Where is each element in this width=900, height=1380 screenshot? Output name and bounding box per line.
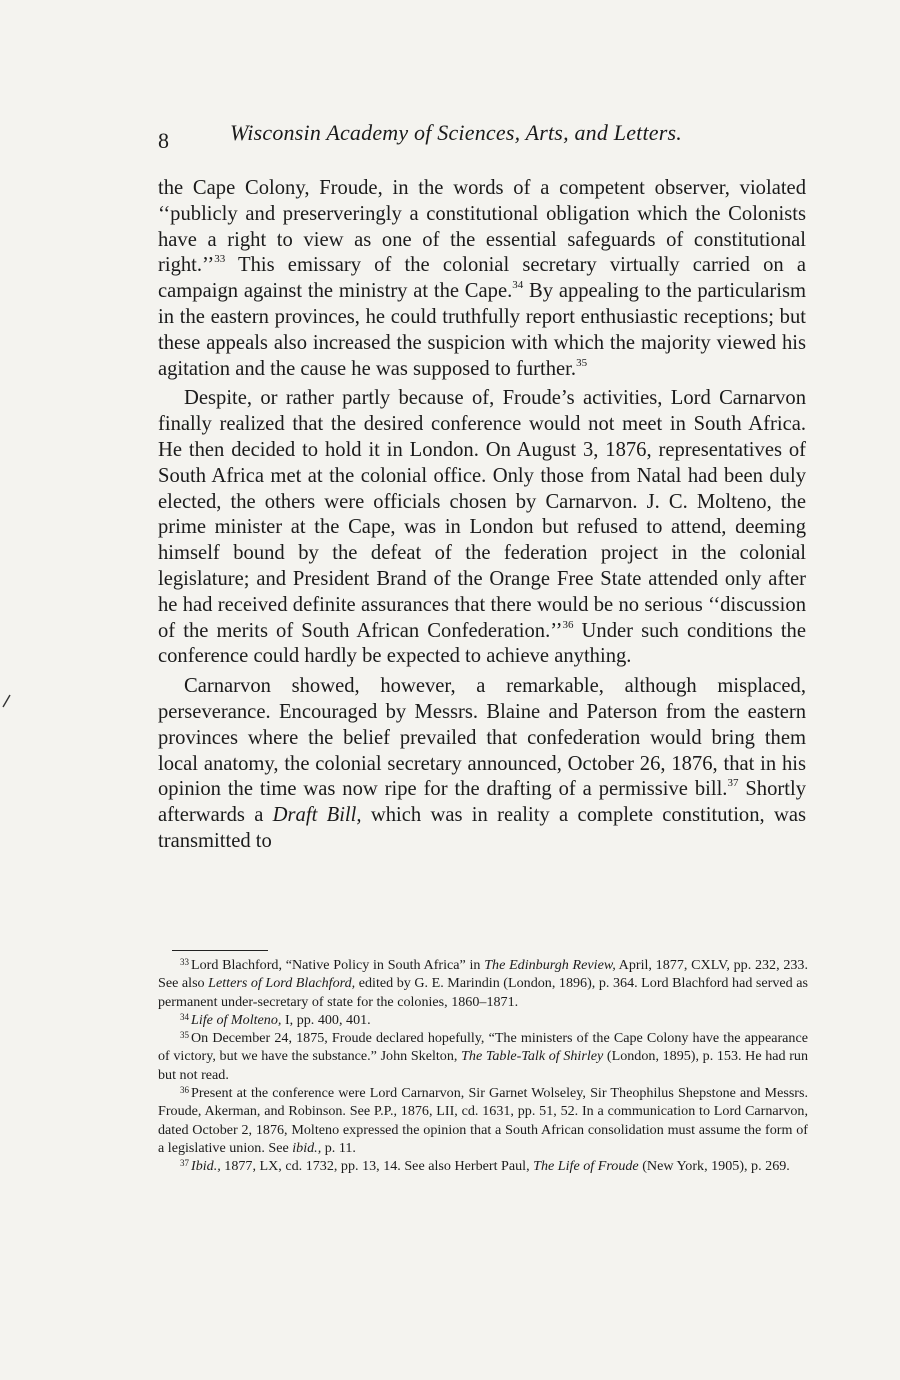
footnote-ref-34: 34 [512, 279, 524, 292]
main-text [158, 176, 806, 859]
text: On December 24, 1875, Froude declared hopefully, “The ministers of the Cape Colony have the appearance of victory, but we have the substance.” John Skelton, [158, 1030, 808, 1065]
text: Shortly afterwards a [158, 778, 806, 827]
text: Under such conditions the conference could hardly be expected to achieve anything. [158, 619, 806, 668]
text: (London, 1895), p. 153. He had run but not read. [158, 1048, 808, 1083]
text: April, 1877, CXLV, pp. 232, 233. See also [158, 957, 809, 992]
italic-text: ibid., [292, 1139, 322, 1156]
paragraph-2 [158, 386, 806, 670]
footnote-ref-37: 37 [727, 777, 739, 790]
text: the Cape Colony, Froude, in the words of a competent observer, violated ‘‘publicly and preserveringly a constitutional obligation which the Colonists have a right to view as one of the essential safeguards of constitutional right.’’ [158, 177, 806, 277]
text: Carnarvon showed, however, a remarkable, although misplaced, perseverance. Encouraged by Messrs. Blaine and Paterson from the eastern provinces where the belief prevailed that confederation would bring them local anatomy, the colonial secretary announced, October 26, 1876, that in his opinion the time was now ripe for the drafting of a permissive bill. [158, 675, 806, 801]
footnote-34 [158, 1011, 808, 1029]
footnote-mark: 34 [180, 1011, 189, 1022]
footnote-mark: 37 [180, 1158, 189, 1169]
footnote-35 [158, 1029, 808, 1084]
footnote-ref-35: 35 [576, 356, 588, 369]
italic-text: The Table-Talk of Shirley [461, 1048, 604, 1065]
paragraph-3 [158, 674, 806, 855]
italic-text: Draft Bill, [272, 804, 362, 827]
italic-text: Ibid., [191, 1158, 221, 1175]
page-header [158, 118, 808, 152]
page-number: 8 [158, 128, 169, 153]
footnote-mark: 33 [180, 957, 189, 967]
footnotes [158, 956, 808, 1176]
footnote-mark: 35 [180, 1030, 189, 1041]
text: (New York, 1905), p. 269. [638, 1158, 790, 1175]
running-title: Wisconsin Academy of Sciences, Arts, and Letters. [230, 120, 682, 145]
footnote-rule [172, 950, 268, 951]
footnote-37 [158, 1157, 808, 1175]
text: which was in reality a complete constitution, was transmitted to [158, 804, 807, 852]
text: Lord Blachford, “Native Policy in South Africa” in [191, 957, 485, 973]
text: By appealing to the particularism in the eastern provinces, he could truthfully report enthusiastic receptions; but these appeals also increased the suspicion with which the majority viewed his agitation and the cause he was supposed to further. [158, 280, 806, 380]
footnote-36 [158, 1084, 808, 1157]
text: edited by G. E. Marindin (London, 1896), p. 364. Lord Blachford had served as permanent under-secretary of state for the colonies, 1860–1871. [158, 975, 808, 1010]
footnote-33 [158, 956, 808, 1011]
paragraph-1 [158, 176, 806, 382]
italic-text: Life of Molteno, [191, 1011, 282, 1028]
text: p. 11. [321, 1139, 356, 1156]
italic-text: The Life of Froude [533, 1158, 639, 1175]
text: Present at the conference were Lord Carnarvon, Sir Garnet Wolseley, Sir Theophilus Shepstone and Messrs. Froude, Akerman, and Robinson. See P.P., 1876, LII, cd. 1631, pp. 51, 52. In a communication to Lord Carnarvon, dated October 2, 1876, Molteno expressed the opinion that a South African consolidation must assume the form of a legislative union. See [158, 1085, 808, 1156]
footnote-ref-36: 36 [562, 618, 574, 631]
footnote-mark: 36 [180, 1085, 189, 1096]
text: Despite, or rather partly because of, Froude’s activities, Lord Carnarvon finally realized that the desired conference would not meet in South Africa. He then decided to hold it in London. On August 3, 1876, representatives of South Africa met at the colonial office. Only those from Natal had been duly elected, the others were officials chosen by Carnarvon. J. C. Molteno, the prime minister at the Cape, was in London but refused to attend, deeming himself bound by the defeat of the federation project in the colonial legislature; and President Brand of the Orange Free State attended only after he had received definite assurances that there would be no serious ‘‘discussion of the merits of South African Confederation.’’ [158, 387, 806, 642]
italic-text: The Edinburgh Review, [484, 957, 616, 973]
italic-text: Letters of Lord Blachford, [208, 975, 356, 992]
margin-mark-icon [2, 694, 12, 708]
footnote-ref-33: 33 [214, 253, 226, 266]
text: This emissary of the colonial secretary virtually carried on a campaign against the ministry at the Cape. [158, 254, 806, 303]
text: I, pp. 400, 401. [281, 1011, 371, 1028]
text: 1877, LX, cd. 1732, pp. 13, 14. See also Herbert Paul, [220, 1158, 534, 1175]
